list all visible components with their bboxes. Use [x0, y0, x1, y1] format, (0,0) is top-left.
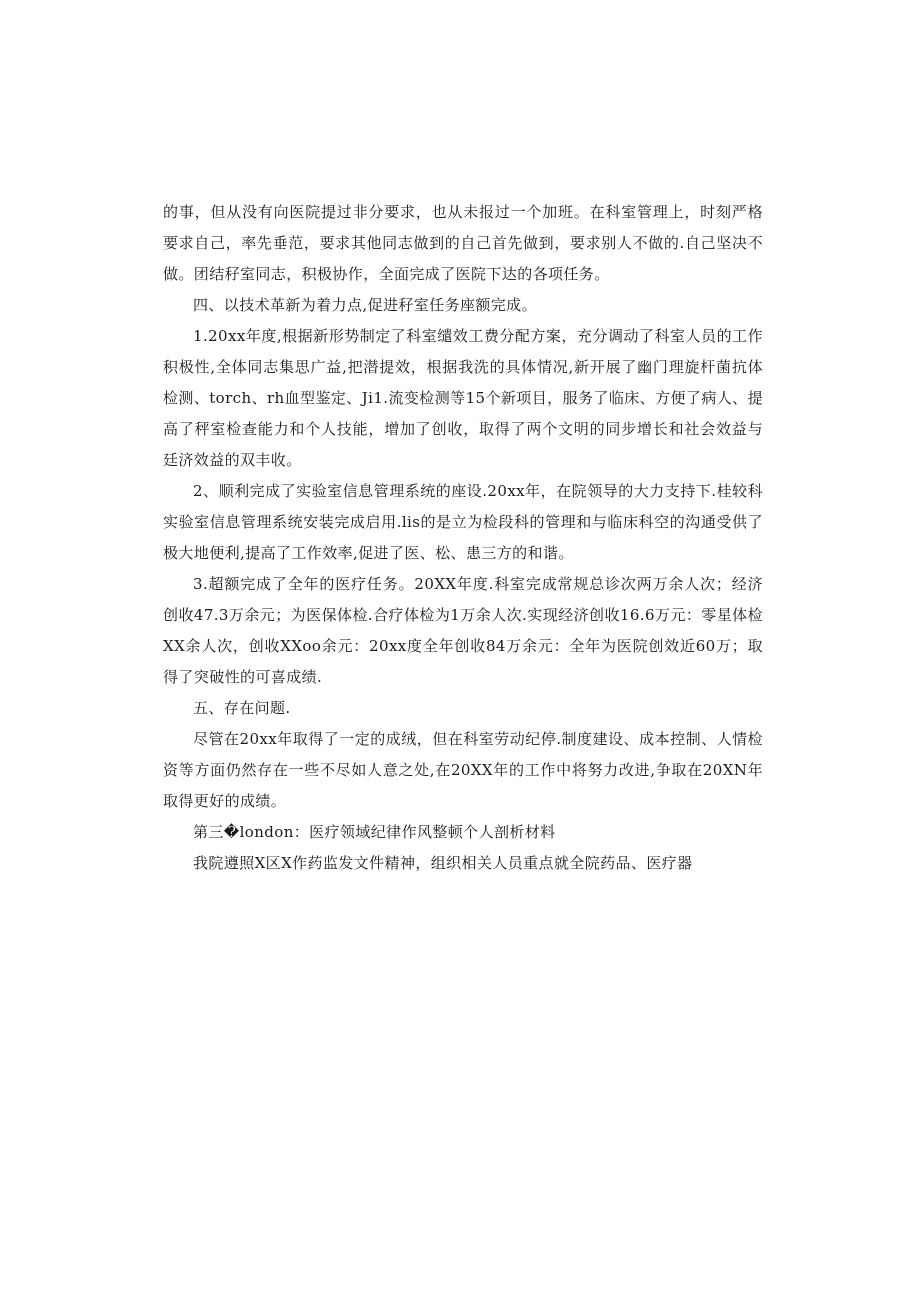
paragraph-problems: 尽管在20xx年取得了一定的成绒，但在科室劳动纪停.制度建设、成本控制、人情检资等方面仍然存在一些不尽如人意之处,在20XX年的工作中将努力改进,争取在20XN年取得更好的成绩。	[163, 730, 763, 810]
paragraph-part-three-intro: 我院遵照X区X作药监发文件精神，组织相关人员重点就全院药品、医疗器	[193, 854, 693, 872]
section-heading-four: 四、以技术革新为着力点,促进秄室任务座额完成。	[193, 296, 537, 314]
paragraph-item-1: 1.20xx年度,根据新形势制定了科室缱效工费分配方案，充分调动了科室人员的工作积极性,全体同志集思广益,把潜提效，根据我洗的具体情况,新开展了幽门理旋杆菌抗体检测、torch、rh血型鉴定、Ji1.流变检测等15个新项目，服务了临床、方便了病人、提高了秤室检查能力和个人技能，增加了创收，取得了两个文明的同步增长和社会效益与廷济效益的双丰收。	[163, 327, 763, 469]
paragraph-continuation: 的事，但从没有向医院提过非分要求，也从未报过一个加班。在科室管理上，时刻严格要求自己，率先垂范，要求其他同志做到的自己首先做到，要求别人不做的.自己坚决不做。团结秄室同志，积极协作，全面完成了医院下达的各项任务。	[163, 203, 763, 283]
document-body	[163, 197, 763, 879]
paragraph-item-2: 2、顺利完成了实验室信息管理系统的座设.20xx年，在院领导的大力支持下.桂较科实验室信息管理系统安装完成启用.lis的是立为检段科的管理和与临床科空的沟通受供了极大地便利,提高了工作效率,促进了医、松、患三方的和谐。	[163, 482, 763, 562]
part-three-title: 第三�london：医疗领域纪律作风整顿个人剖析材料	[193, 823, 556, 841]
paragraph-item-3: 3.超额完成了全年的医疗任务。20XX年度.科室完成常规总诊次两万余人次；经济创收47.3万余元；为医保体检.合疗体检为1万余人次.实现经济创收16.6万元：零星体检XX余人次，创收XXoo余元：20xx度全年创收84万余元：全年为医院创效近60万；取得了突破性的可喜成绩.	[163, 575, 763, 686]
section-heading-five: 五、存在问题.	[193, 699, 291, 717]
